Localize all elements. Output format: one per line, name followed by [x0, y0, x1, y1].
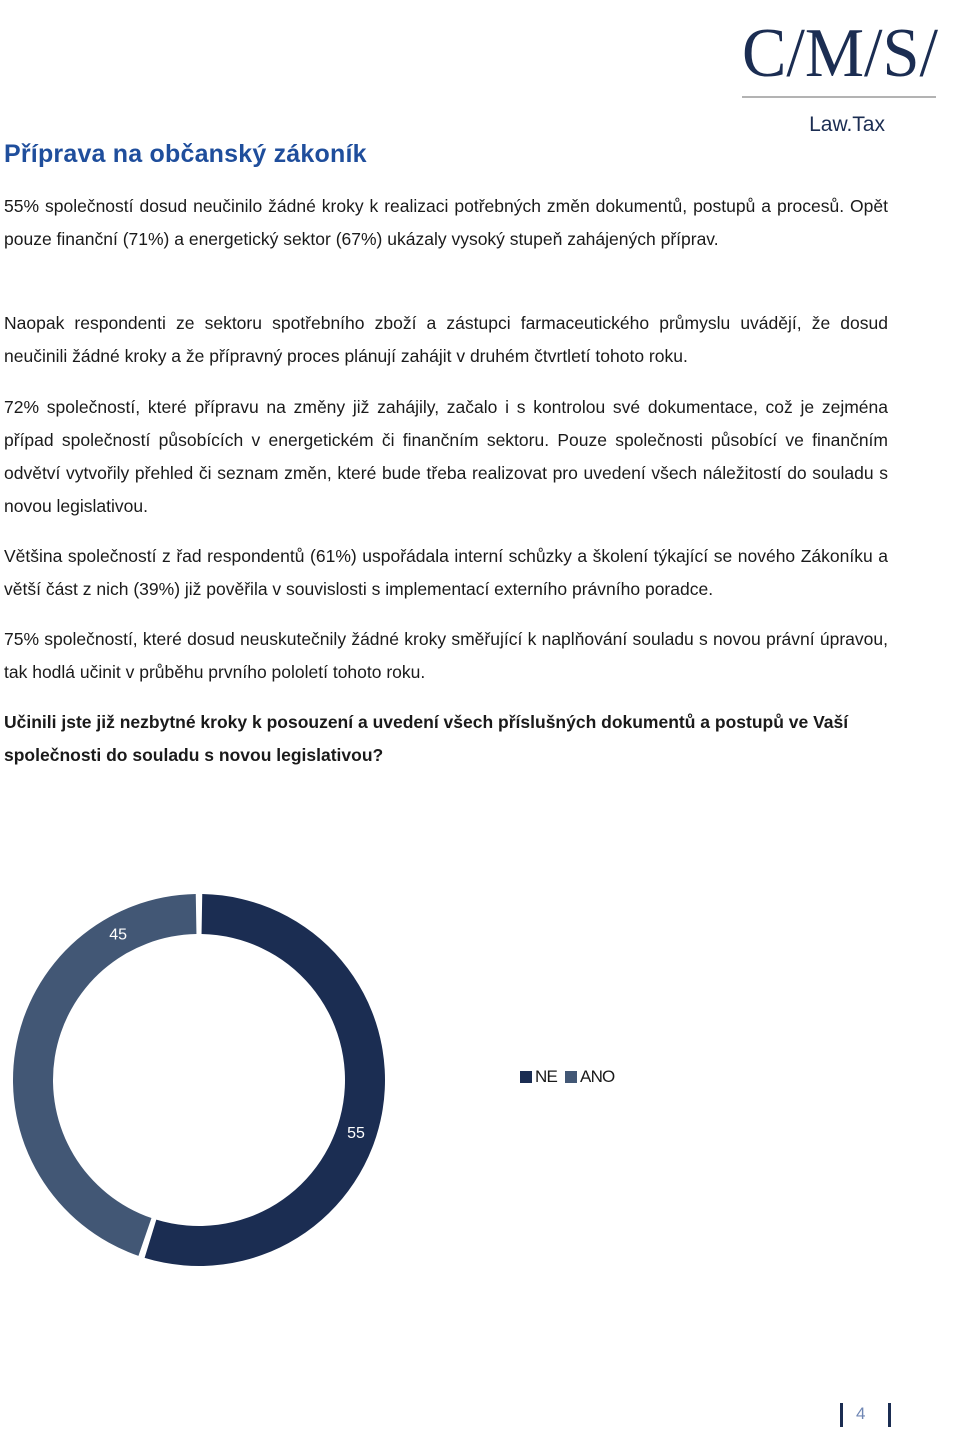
paragraph-text: Naopak respondenti ze sektoru spotřebního zboží a zástupci farmaceutického průmyslu uvádějí, že dosud neučinili žádné kroky a že přípravný proces plánují zahájit v druhém čtvrtletí tohoto roku. [4, 313, 888, 366]
page-number [840, 1400, 894, 1430]
survey-question [4, 706, 888, 772]
paragraph-2 [4, 307, 888, 373]
legend-item-ne [520, 1067, 557, 1087]
page-number-text: 4 [856, 1404, 866, 1423]
data-label-ano: 45 [109, 926, 128, 944]
paragraph-text: 55% společností dosud neučinilo žádné kroky k realizaci potřebných změn dokumentů, postupů a procesů. Opět pouze finanční (71%) a energetický sektor (67%) ukázaly vysoký stupeň zahájených příprav. [4, 196, 888, 249]
paragraph-text: Většina společností z řad respondentů (61%) uspořádala interní schůzky a školení týkající se nového Zákoníku a větší část z nich (39%) již pověřila v souvislosti s implementací externího právního poradce. [4, 546, 888, 599]
logo-tagline: Law.Tax [809, 113, 885, 136]
legend-label-ne: NE [535, 1067, 558, 1086]
paragraph-4 [4, 540, 888, 606]
legend-swatch-ne [520, 1071, 532, 1083]
chart-legend [520, 1067, 622, 1087]
data-label-ne: 55 [347, 1124, 365, 1143]
legend-label-ano: ANO [580, 1067, 615, 1086]
question-text: Učinili jste již nezbytné kroky k posouzení a uvedení všech příslušných dokumentů a postupů ve Vaší společnosti do souladu s novou legislativou? [4, 712, 849, 765]
logo-mark: C/M/S/ [742, 15, 939, 92]
page-number-bar-right [888, 1403, 891, 1427]
paragraph-5 [4, 623, 888, 689]
page-number-bar-left [840, 1403, 843, 1427]
paragraph-text: 75% společností, které dosud neuskutečnily žádné kroky směřující k naplňování souladu s novou právní úpravou, tak hodlá učinit v průběhu prvního pololetí tohoto roku. [4, 629, 888, 682]
paragraph-1 [4, 190, 888, 256]
legend-item-ano [565, 1067, 614, 1087]
donut-slice-ano [13, 894, 196, 1256]
paragraph-text: 72% společností, které přípravu na změny již zahájily, začalo i s kontrolou své dokumentace, což je zejména případ společností působících v energetickém či finančním sektoru. Pouze společnosti působící ve finančním odvětví vytvořily přehled či seznam změn, které bude třeba realizovat pro uvedení všech náležitostí do souladu s novou legislativou. [4, 397, 888, 516]
donut-slice-ne [145, 894, 385, 1266]
cms-logo [740, 4, 940, 136]
page-title: Příprava na občanský zákoník [4, 140, 367, 168]
paragraph-3 [4, 391, 888, 523]
legend-swatch-ano [565, 1071, 577, 1083]
